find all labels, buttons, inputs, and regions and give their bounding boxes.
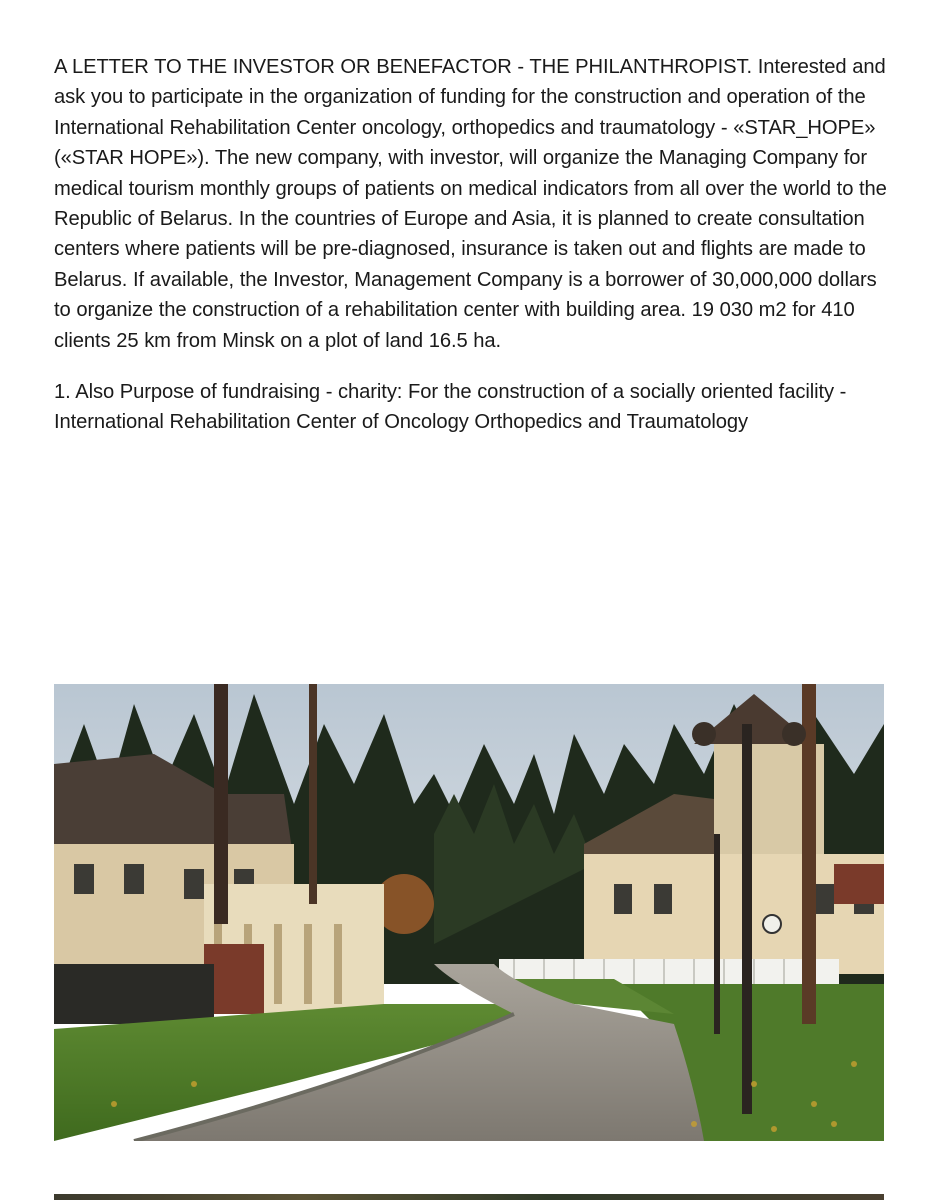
village-road-photo xyxy=(54,684,884,1141)
purpose-paragraph: 1. Also Purpose of fundraising - charity: For the construction of a socially oriented facility - International Rehabilitation Center of Oncology Orthopedics and Traumatology xyxy=(54,381,847,434)
second-photo-edge xyxy=(54,1194,884,1200)
document-body xyxy=(54,52,894,438)
letter-paragraph: A LETTER TO THE INVESTOR OR BENEFACTOR - THE PHILANTHROPIST. Interested and ask you to participate in the organization of funding for the construction and operation of the International Rehabilitation Center oncology, orthopedics and traumatology - «STAR_HOPE» («STAR HOPE»). The new company, with investor, will organize the Managing Company for medical tourism monthly groups of patients on medical indicators from all over the world to the Republic of Belarus. In the countries of Europe and Asia, it is planned to create consultation centers where patients will be pre-diagnosed, insurance is taken out and flights are made to Belarus. If available, the Investor, Management Company is a borrower of 30,000,000 dollars to organize the construction of a rehabilitation center with building area. 19 030 m2 for 410 clients 25 km from Minsk on a plot of land 16.5 ha. xyxy=(54,56,887,352)
photo-icon xyxy=(54,684,884,1141)
